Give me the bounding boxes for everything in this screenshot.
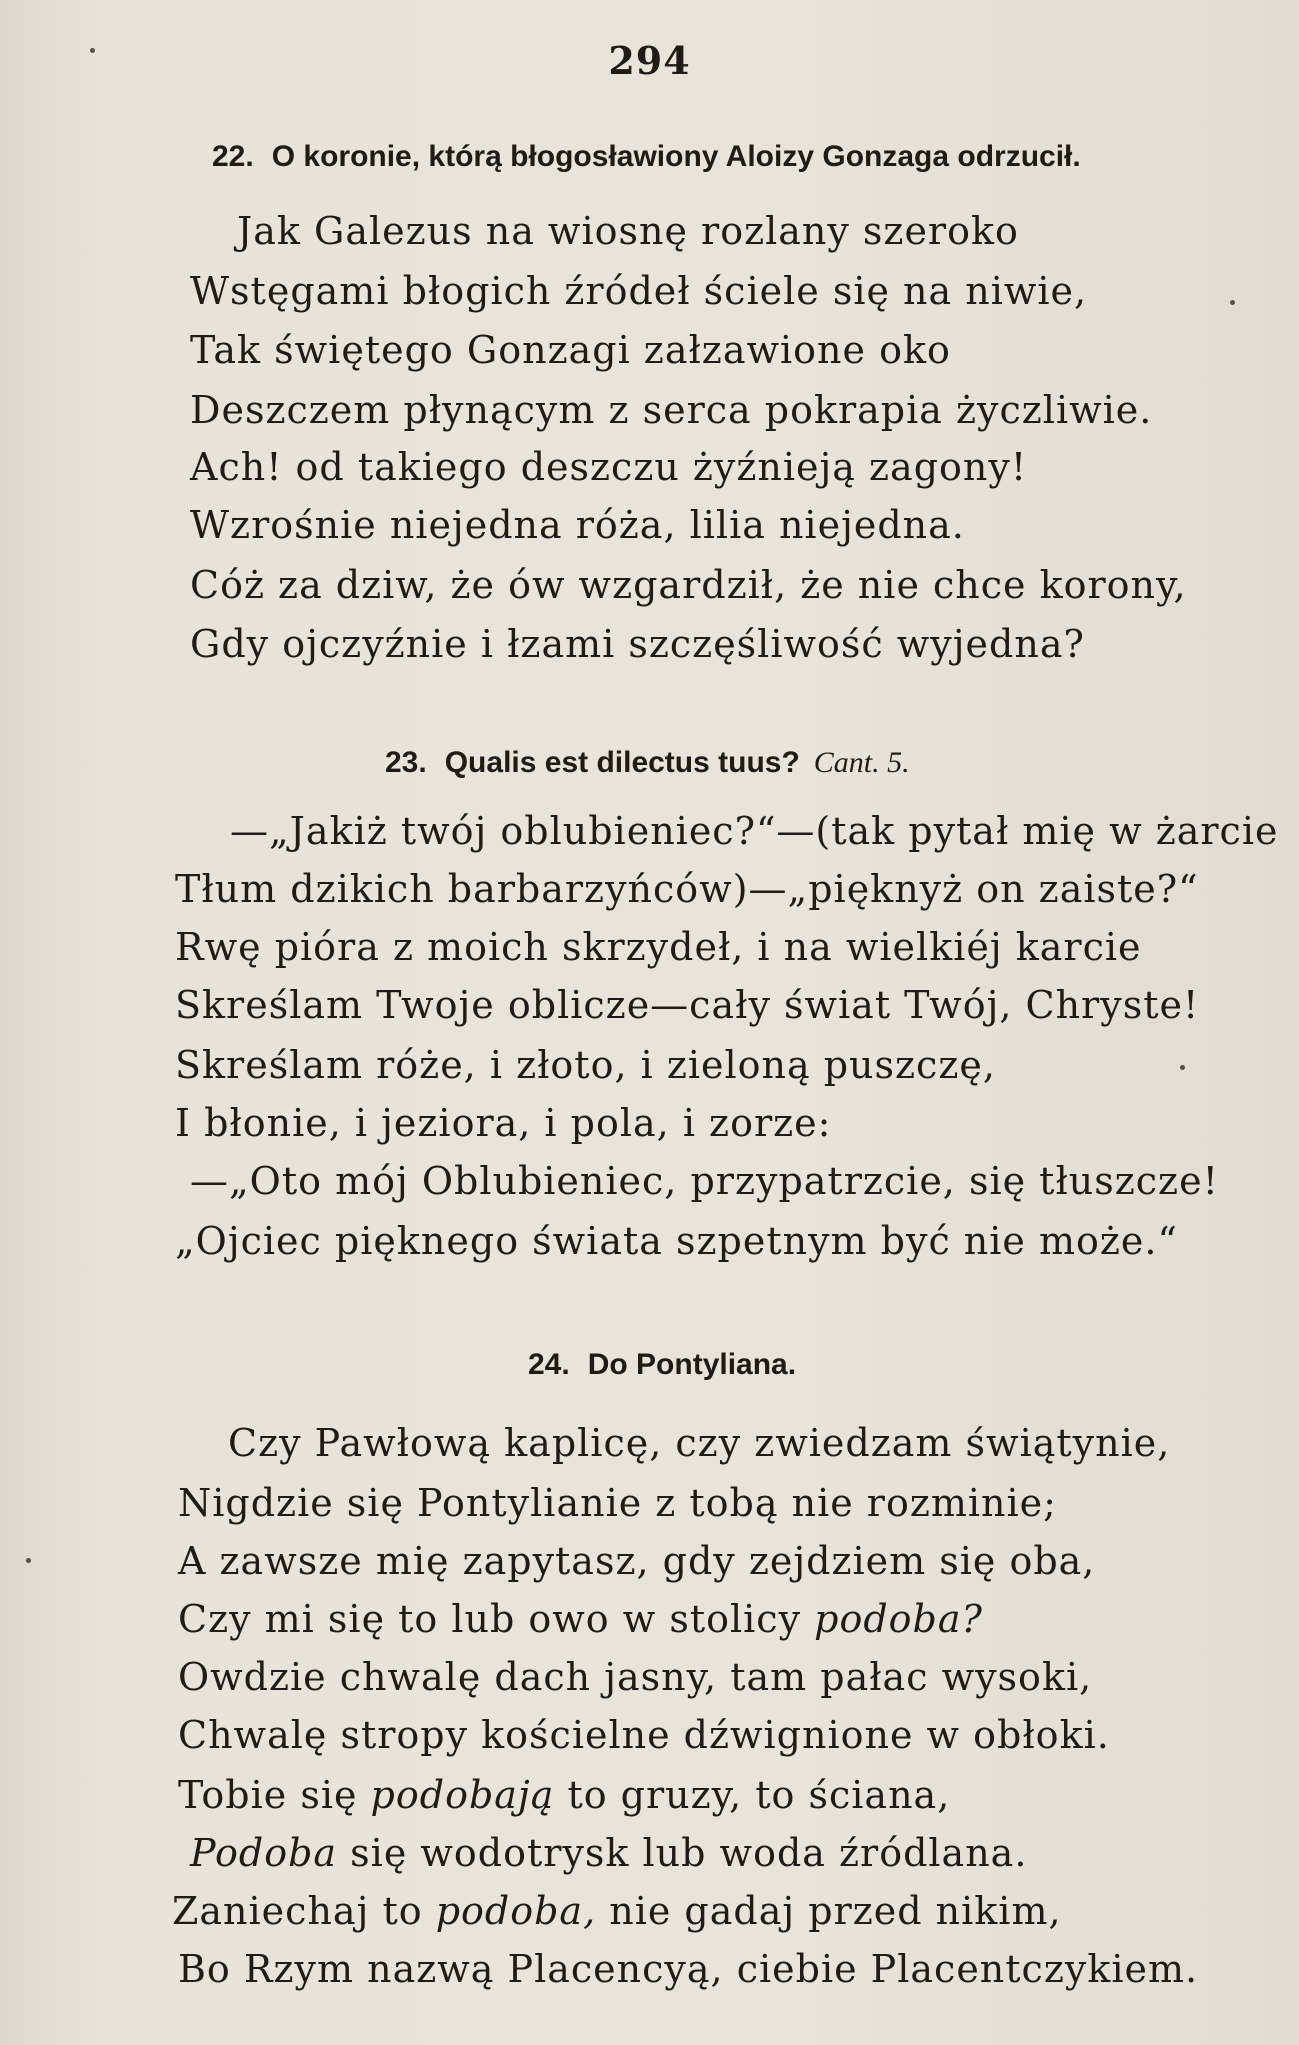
verse-line: Tobie się podobają to gruzy, to ściana, — [178, 1773, 951, 1817]
verse-line: „Ojciec pięknego świata szpetnym być nie może.“ — [175, 1219, 1178, 1263]
section-number: 24. — [528, 1348, 570, 1381]
verse-line: Skreślam Twoje oblicze—cały świat Twój, Chryste! — [175, 983, 1200, 1027]
verse-line: Czy mi się to lub owo w stolicy podoba? — [178, 1597, 983, 1641]
verse-line: Rwę pióra z moich skrzydeł, i na wielkiéj karcie — [175, 925, 1142, 969]
italic-word: podoba? — [814, 1597, 983, 1641]
verse-line: Tłum dzikich barbarzyńców)—„pięknyż on zaiste?“ — [175, 867, 1199, 911]
verse-line: Czy Pawłową kaplicę, czy zwiedzam świątynie, — [228, 1421, 1171, 1465]
italic-word: podoba, — [435, 1889, 597, 1933]
section-23-heading — [385, 746, 910, 780]
verse-line: Podoba się wodotrysk lub woda źródlana. — [190, 1831, 1028, 1875]
page-number: 294 — [608, 38, 691, 83]
verse-line: Bo Rzym nazwą Placencyą, ciebie Placentczykiem. — [178, 1947, 1199, 1991]
verse-line: Wstęgami błogich źródeł ściele się na niwie, — [190, 269, 1088, 313]
verse-line: Deszczem płynącym z serca pokrapia życzliwie. — [190, 388, 1153, 432]
verse-line: Jak Galezus na wiosnę rozlany szeroko — [237, 209, 1019, 253]
verse-line: Gdy ojczyźnie i łzami szczęśliwość wyjedna? — [190, 622, 1085, 666]
verse-line: Nigdzie się Pontylianie z tobą nie rozminie; — [178, 1481, 1057, 1525]
verse-line: —„Oto mój Oblubieniec, przypatrzcie, się tłuszcze! — [190, 1159, 1219, 1203]
speck — [1230, 300, 1235, 305]
section-number: 23. — [385, 746, 427, 779]
verse-line: Chwalę stropy kościelne dźwignione w obłoki. — [178, 1713, 1110, 1757]
verse-line: Skreślam róże, i złoto, i zieloną puszczę, — [175, 1043, 996, 1087]
italic-word: Podoba — [190, 1831, 338, 1875]
section-number: 22. — [212, 140, 254, 173]
section-reference: Cant. 5. — [813, 746, 910, 779]
verse-line: Ach! od takiego deszczu żyźnieją zagony! — [190, 445, 1028, 489]
section-22-heading — [212, 140, 1081, 174]
section-title: Do Pontyliana. — [587, 1348, 797, 1381]
italic-word: podobają — [370, 1773, 555, 1817]
speck — [1180, 1065, 1185, 1070]
verse-line: Owdzie chwalę dach jasny, tam pałac wysoki, — [178, 1655, 1093, 1699]
verse-line: A zawsze mię zapytasz, gdy zejdziem się oba, — [178, 1539, 1096, 1583]
speck — [90, 48, 95, 53]
verse-line: Tak świętego Gonzagi załzawione oko — [190, 328, 951, 372]
verse-line: Zaniechaj to podoba, nie gadaj przed nikim, — [172, 1889, 1062, 1933]
speck — [26, 1558, 31, 1563]
section-title: Qualis est dilectus tuus? — [444, 746, 800, 779]
verse-line: Wzrośnie niejedna róża, lilia niejedna. — [190, 503, 965, 547]
section-title: O koronie, którą błogosławiony Aloizy Gonzaga odrzucił. — [271, 140, 1081, 173]
verse-line: —„Jakiż twój oblubieniec?“—(tak pytał mię w żarcie — [230, 809, 1279, 853]
verse-line: I błonie, i jeziora, i pola, i zorze: — [175, 1101, 832, 1145]
section-24-heading — [528, 1348, 796, 1382]
verse-line: Cóż za dziw, że ów wzgardził, że nie chce korony, — [190, 563, 1187, 607]
